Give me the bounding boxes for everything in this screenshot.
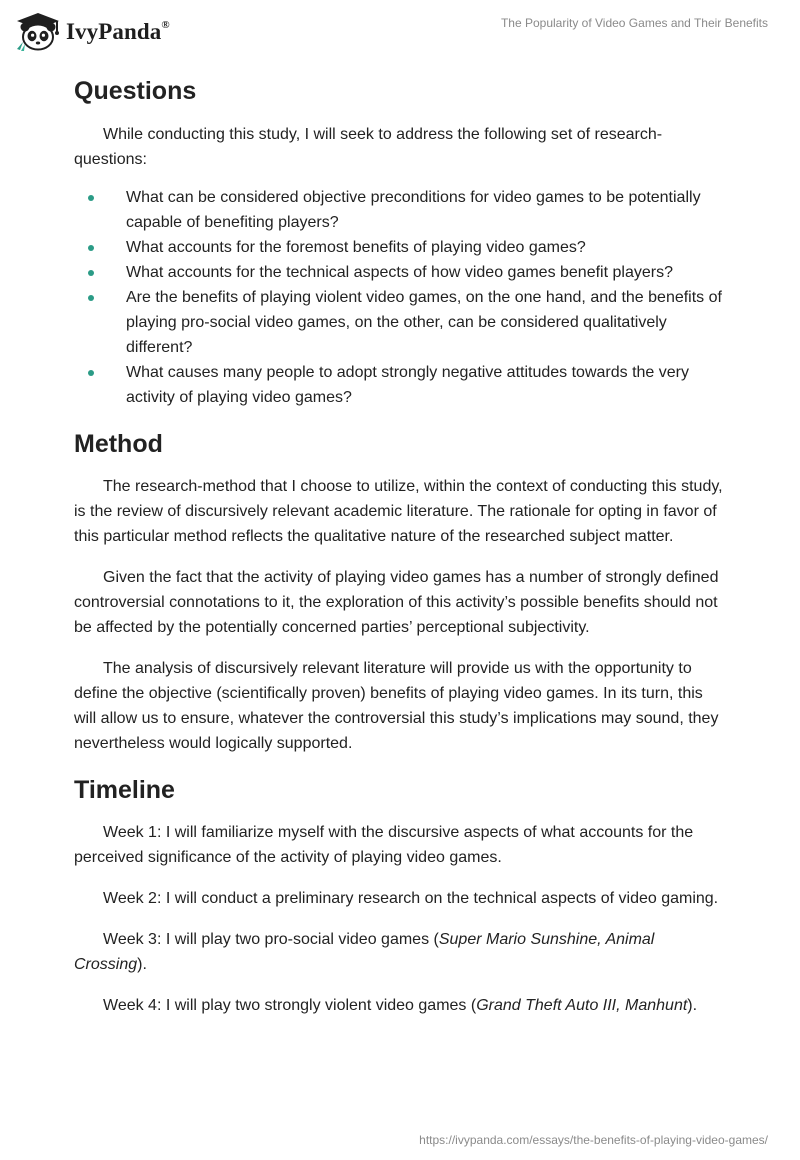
week-4-close: ). (687, 997, 698, 1014)
list-item (74, 360, 728, 410)
list-item-text: What accounts for the foremost benefits of playing video games? (126, 239, 586, 256)
registered-mark: ® (161, 19, 170, 32)
timeline-heading: Timeline (74, 776, 175, 804)
list-item-text: What can be considered objective preconditions for video games to be potentially capable of benefiting players? (126, 189, 701, 231)
method-paragraph-1: The research-method that I choose to utilize, within the context of conducting this study, is the review of discursively relevant academic literature. The rationale for opting in favor of this particular method reflects the qualitative nature of the researched subject matter. (74, 478, 723, 545)
bullet-icon (88, 270, 94, 276)
research-questions-list (74, 185, 728, 410)
timeline-week-1: Week 1: I will familiarize myself with the discursive aspects of what accounts for the perceived significance of the activity of playing video games. (74, 824, 694, 866)
timeline-week-2: Week 2: I will conduct a preliminary research on the technical aspects of video gaming. (103, 890, 719, 907)
essay-content (74, 72, 728, 1018)
ivypanda-logo[interactable] (14, 10, 170, 54)
week-4-text: Week 4: I will play two strongly violent video games ( (103, 997, 477, 1014)
list-item-text: Are the benefits of playing violent video games, on the one hand, and the benefits of playing pro-social video games, on the other, can be considered qualitatively different? (126, 289, 722, 356)
week-3-close: ). (137, 956, 147, 973)
questions-intro: While conducting this study, I will seek to address the following set of research-questions: (74, 126, 663, 168)
week-3-games: Super Mario Sunshine, Animal Crossing (74, 931, 655, 973)
questions-heading: Questions (74, 77, 197, 105)
method-heading: Method (74, 430, 163, 458)
list-item (74, 235, 728, 260)
week-4-games: Grand Theft Auto III, Manhunt (476, 997, 688, 1014)
bullet-icon (88, 370, 94, 376)
timeline-week-4 (74, 993, 728, 1018)
bullet-icon (88, 245, 94, 251)
list-item (74, 285, 728, 360)
timeline-week-3 (74, 927, 728, 977)
logo-text (66, 19, 170, 45)
document-title: The Popularity of Video Games and Their Benefits (500, 16, 768, 30)
bullet-icon (88, 195, 94, 201)
logo-wordmark: IvyPanda (66, 19, 162, 44)
week-3-text: Week 3: I will play two pro-social video games ( (103, 931, 439, 948)
source-url[interactable]: https://ivypanda.com/essays/the-benefits-of-playing-video-games/ (419, 1133, 768, 1147)
list-item-text: What accounts for the technical aspects of how video games benefit players? (126, 264, 673, 281)
method-paragraph-2: Given the fact that the activity of playing video games has a number of strongly defined controversial connotations to it, the exploration of this activity’s possible benefits should not be affected by the potentially concerned parties’ perceptional subjectivity. (74, 569, 719, 636)
list-item-text: What causes many people to adopt strongly negative attitudes towards the very activity of playing video games? (126, 364, 689, 406)
bullet-icon (88, 295, 94, 301)
method-paragraph-3: The analysis of discursively relevant literature will provide us with the opportunity to define the objective (scientifically proven) benefits of playing video games. In its turn, this will allow us to ensure, whatever the controversial this study’s implications may sound, they nevertheless would logically supported. (74, 660, 719, 752)
panda-graduate-icon (14, 12, 62, 52)
page-header (0, 0, 800, 64)
list-item (74, 260, 728, 285)
list-item (74, 185, 728, 235)
